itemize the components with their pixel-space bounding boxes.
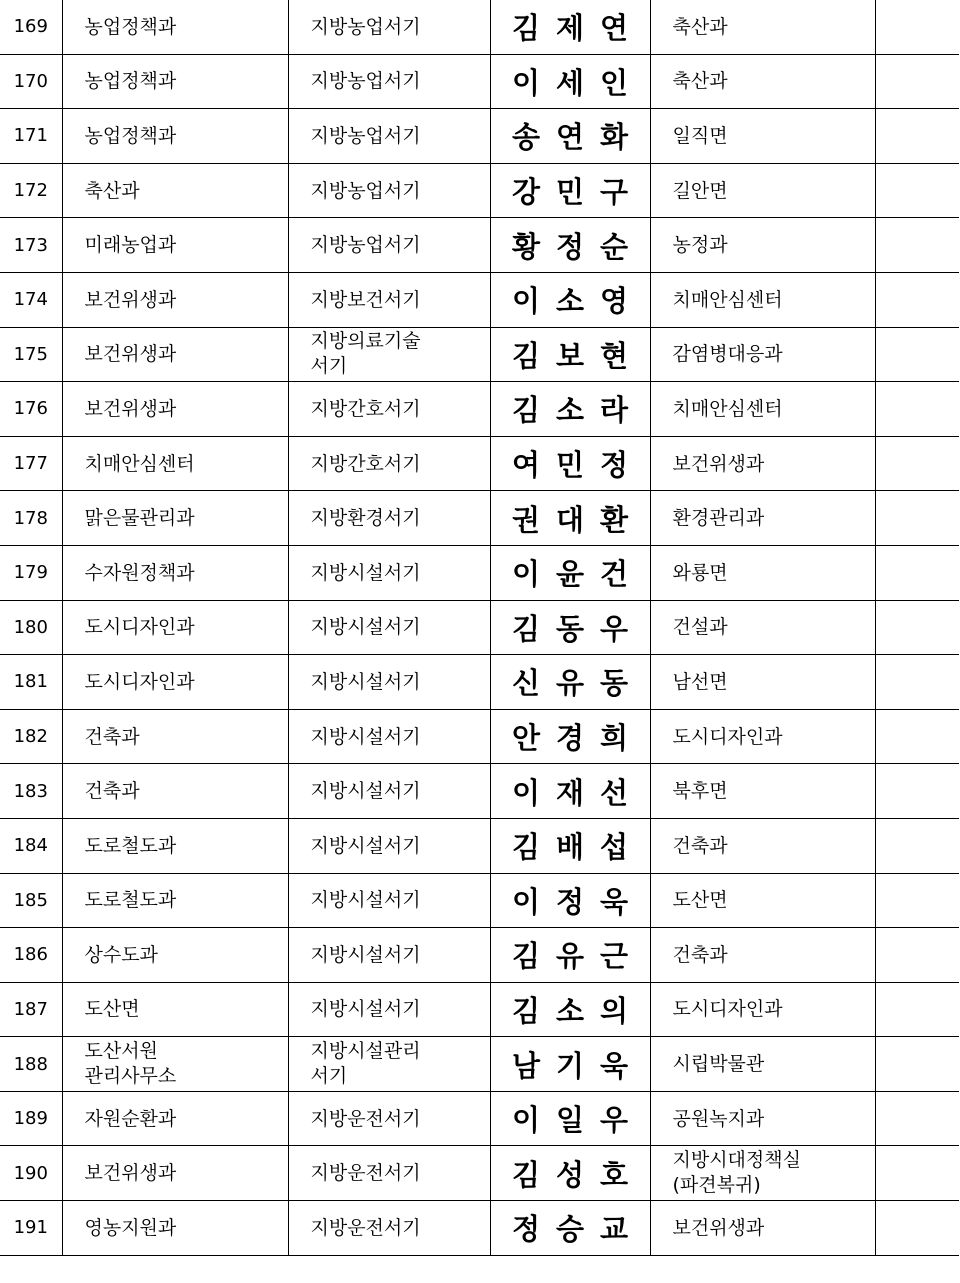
position-grade (288, 545, 490, 600)
from-line: 관리사무소 (84, 1065, 177, 1088)
new-department (650, 382, 875, 437)
table-row (0, 1091, 959, 1146)
to-line: 치매안심센터 (672, 288, 783, 311)
table-row (0, 545, 959, 600)
from-line: 도로철도과 (84, 889, 177, 912)
employee-name: 강민구 (490, 163, 650, 218)
position-line: 지방운전서기 (310, 1216, 421, 1239)
to-line: 축산과 (672, 70, 728, 93)
row-number: 185 (0, 873, 62, 928)
current-department (62, 218, 288, 273)
from-line: 도시디자인과 (84, 616, 195, 639)
from-line: 보건위생과 (84, 288, 177, 311)
table-row (0, 982, 959, 1037)
to-line: 축산과 (672, 15, 728, 38)
remarks-cell (875, 0, 959, 54)
position-line: 지방시설서기 (310, 780, 421, 803)
from-line: 보건위생과 (84, 397, 177, 420)
position-grade (288, 600, 490, 655)
employee-name: 이소영 (490, 272, 650, 327)
new-department (650, 982, 875, 1037)
position-line: 지방농업서기 (310, 179, 421, 202)
to-line: 환경관리과 (672, 507, 765, 530)
table-row (0, 163, 959, 218)
new-department (650, 1037, 875, 1092)
current-department (62, 600, 288, 655)
remarks-cell (875, 655, 959, 710)
table-row (0, 818, 959, 873)
current-department (62, 436, 288, 491)
employee-name: 김보현 (490, 327, 650, 382)
remarks-cell (875, 982, 959, 1037)
table-row (0, 1146, 959, 1201)
from-line: 도산서원 (84, 1040, 158, 1063)
remarks-cell (875, 382, 959, 437)
position-line: 서기 (310, 355, 348, 378)
remarks-cell (875, 491, 959, 546)
from-line: 농업정책과 (84, 15, 177, 38)
position-line: 지방농업서기 (310, 124, 421, 147)
current-department (62, 382, 288, 437)
position-grade (288, 54, 490, 109)
to-line: 지방시대정책실 (672, 1149, 801, 1172)
to-line: 감염병대응과 (672, 343, 783, 366)
remarks-cell (875, 928, 959, 983)
employee-name: 신유동 (490, 655, 650, 710)
row-number: 176 (0, 382, 62, 437)
position-grade (288, 491, 490, 546)
position-line: 지방보건서기 (310, 288, 421, 311)
to-line: 시립박물관 (672, 1053, 765, 1076)
remarks-cell (875, 272, 959, 327)
to-line: 보건위생과 (672, 1216, 765, 1239)
to-line: 농정과 (672, 234, 728, 257)
from-line: 보건위생과 (84, 343, 177, 366)
row-number: 187 (0, 982, 62, 1037)
remarks-cell (875, 327, 959, 382)
to-line: 와룡면 (672, 561, 728, 584)
current-department (62, 1146, 288, 1201)
current-department (62, 982, 288, 1037)
table-row (0, 382, 959, 437)
position-line: 지방농업서기 (310, 234, 421, 257)
table-row (0, 0, 959, 54)
position-line: 지방간호서기 (310, 452, 421, 475)
position-grade (288, 1091, 490, 1146)
position-line: 지방시설서기 (310, 616, 421, 639)
remarks-cell (875, 600, 959, 655)
employee-name: 권대환 (490, 491, 650, 546)
to-line: 길안면 (672, 179, 728, 202)
table-row (0, 709, 959, 764)
employee-name: 여민정 (490, 436, 650, 491)
from-line: 농업정책과 (84, 70, 177, 93)
current-department (62, 1037, 288, 1092)
row-number: 188 (0, 1037, 62, 1092)
current-department (62, 873, 288, 928)
table-row (0, 655, 959, 710)
to-line: 건축과 (672, 834, 728, 857)
table-row (0, 436, 959, 491)
row-number: 171 (0, 109, 62, 164)
from-line: 건축과 (84, 725, 140, 748)
remarks-cell (875, 163, 959, 218)
table-row (0, 272, 959, 327)
table-row (0, 327, 959, 382)
employee-name: 이재선 (490, 764, 650, 819)
new-department (650, 436, 875, 491)
table-row (0, 600, 959, 655)
to-line: 건설과 (672, 616, 728, 639)
current-department (62, 272, 288, 327)
row-number: 173 (0, 218, 62, 273)
row-number: 183 (0, 764, 62, 819)
row-number: 177 (0, 436, 62, 491)
position-line: 지방농업서기 (310, 15, 421, 38)
employee-name: 김소라 (490, 382, 650, 437)
row-number: 189 (0, 1091, 62, 1146)
employee-name: 이일우 (490, 1091, 650, 1146)
remarks-cell (875, 1146, 959, 1201)
remarks-cell (875, 218, 959, 273)
position-line: 지방시설서기 (310, 943, 421, 966)
to-line: 공원녹지과 (672, 1107, 765, 1130)
position-grade (288, 382, 490, 437)
current-department (62, 0, 288, 54)
employee-name: 이세인 (490, 54, 650, 109)
current-department (62, 545, 288, 600)
position-line: 지방의료기술 (310, 330, 421, 353)
position-line: 지방시설관리 (310, 1040, 421, 1063)
row-number: 190 (0, 1146, 62, 1201)
from-line: 축산과 (84, 179, 140, 202)
position-grade (288, 272, 490, 327)
new-department (650, 0, 875, 54)
from-line: 건축과 (84, 780, 140, 803)
position-grade (288, 928, 490, 983)
remarks-cell (875, 109, 959, 164)
table-row (0, 1037, 959, 1092)
position-line: 지방시설서기 (310, 725, 421, 748)
position-line: 지방시설서기 (310, 889, 421, 912)
remarks-cell (875, 545, 959, 600)
remarks-cell (875, 54, 959, 109)
to-line: (파견복귀) (672, 1174, 761, 1197)
remarks-cell (875, 709, 959, 764)
remarks-cell (875, 818, 959, 873)
from-line: 농업정책과 (84, 124, 177, 147)
employee-name: 정승교 (490, 1201, 650, 1256)
new-department (650, 1201, 875, 1256)
position-line: 서기 (310, 1065, 348, 1088)
row-number: 182 (0, 709, 62, 764)
table-row (0, 109, 959, 164)
position-line: 지방시설서기 (310, 670, 421, 693)
new-department (650, 873, 875, 928)
current-department (62, 655, 288, 710)
position-line: 지방운전서기 (310, 1162, 421, 1185)
current-department (62, 491, 288, 546)
table-row (0, 873, 959, 928)
to-line: 건축과 (672, 943, 728, 966)
new-department (650, 1091, 875, 1146)
current-department (62, 818, 288, 873)
employee-name: 황정순 (490, 218, 650, 273)
current-department (62, 109, 288, 164)
from-line: 도시디자인과 (84, 670, 195, 693)
employee-name: 송연화 (490, 109, 650, 164)
new-department (650, 818, 875, 873)
position-grade (288, 873, 490, 928)
position-line: 지방간호서기 (310, 397, 421, 420)
new-department (650, 1146, 875, 1201)
to-line: 남선면 (672, 670, 728, 693)
position-grade (288, 1037, 490, 1092)
position-grade (288, 109, 490, 164)
from-line: 수자원정책과 (84, 561, 195, 584)
remarks-cell (875, 436, 959, 491)
position-grade (288, 1201, 490, 1256)
remarks-cell (875, 1037, 959, 1092)
table-row (0, 491, 959, 546)
employee-name: 김유근 (490, 928, 650, 983)
new-department (650, 764, 875, 819)
from-line: 도로철도과 (84, 834, 177, 857)
position-grade (288, 982, 490, 1037)
position-grade (288, 1146, 490, 1201)
new-department (650, 928, 875, 983)
row-number: 175 (0, 327, 62, 382)
from-line: 영농지원과 (84, 1216, 177, 1239)
employee-name: 김배섭 (490, 818, 650, 873)
from-line: 도산면 (84, 998, 140, 1021)
current-department (62, 709, 288, 764)
new-department (650, 545, 875, 600)
employee-name: 김성호 (490, 1146, 650, 1201)
from-line: 맑은물관리과 (84, 507, 195, 530)
position-grade (288, 764, 490, 819)
employee-name: 이윤건 (490, 545, 650, 600)
employee-name: 김소의 (490, 982, 650, 1037)
row-number: 174 (0, 272, 62, 327)
position-line: 지방환경서기 (310, 507, 421, 530)
position-line: 지방시설서기 (310, 998, 421, 1021)
to-line: 일직면 (672, 124, 728, 147)
from-line: 미래농업과 (84, 234, 177, 257)
current-department (62, 764, 288, 819)
position-grade (288, 709, 490, 764)
table-row (0, 218, 959, 273)
position-line: 지방운전서기 (310, 1107, 421, 1130)
position-grade (288, 218, 490, 273)
row-number: 181 (0, 655, 62, 710)
new-department (650, 218, 875, 273)
row-number: 169 (0, 0, 62, 54)
remarks-cell (875, 873, 959, 928)
row-number: 178 (0, 491, 62, 546)
employee-name: 이정욱 (490, 873, 650, 928)
position-grade (288, 0, 490, 54)
new-department (650, 709, 875, 764)
position-grade (288, 163, 490, 218)
employee-name: 김제연 (490, 0, 650, 54)
row-number: 184 (0, 818, 62, 873)
row-number: 179 (0, 545, 62, 600)
remarks-cell (875, 1201, 959, 1256)
position-line: 지방시설서기 (310, 561, 421, 584)
employee-name: 안경희 (490, 709, 650, 764)
current-department (62, 54, 288, 109)
current-department (62, 1201, 288, 1256)
row-number: 186 (0, 928, 62, 983)
position-grade (288, 655, 490, 710)
new-department (650, 327, 875, 382)
current-department (62, 928, 288, 983)
employee-name: 남기욱 (490, 1037, 650, 1092)
current-department (62, 1091, 288, 1146)
table-row (0, 54, 959, 109)
from-line: 상수도과 (84, 943, 158, 966)
new-department (650, 491, 875, 546)
position-grade (288, 327, 490, 382)
to-line: 치매안심센터 (672, 397, 783, 420)
table-row (0, 928, 959, 983)
position-line: 지방농업서기 (310, 70, 421, 93)
from-line: 자원순환과 (84, 1107, 177, 1130)
to-line: 도시디자인과 (672, 725, 783, 748)
current-department (62, 327, 288, 382)
row-number: 180 (0, 600, 62, 655)
row-number: 170 (0, 54, 62, 109)
new-department (650, 600, 875, 655)
new-department (650, 109, 875, 164)
from-line: 치매안심센터 (84, 452, 195, 475)
current-department (62, 163, 288, 218)
table-row (0, 1201, 959, 1256)
to-line: 도산면 (672, 889, 728, 912)
to-line: 도시디자인과 (672, 998, 783, 1021)
position-grade (288, 436, 490, 491)
to-line: 보건위생과 (672, 452, 765, 475)
new-department (650, 163, 875, 218)
new-department (650, 655, 875, 710)
new-department (650, 272, 875, 327)
row-number: 191 (0, 1201, 62, 1256)
from-line: 보건위생과 (84, 1162, 177, 1185)
remarks-cell (875, 1091, 959, 1146)
to-line: 북후면 (672, 780, 728, 803)
row-number: 172 (0, 163, 62, 218)
employee-name: 김동우 (490, 600, 650, 655)
table-row (0, 764, 959, 819)
position-grade (288, 818, 490, 873)
new-department (650, 54, 875, 109)
position-line: 지방시설서기 (310, 834, 421, 857)
remarks-cell (875, 764, 959, 819)
